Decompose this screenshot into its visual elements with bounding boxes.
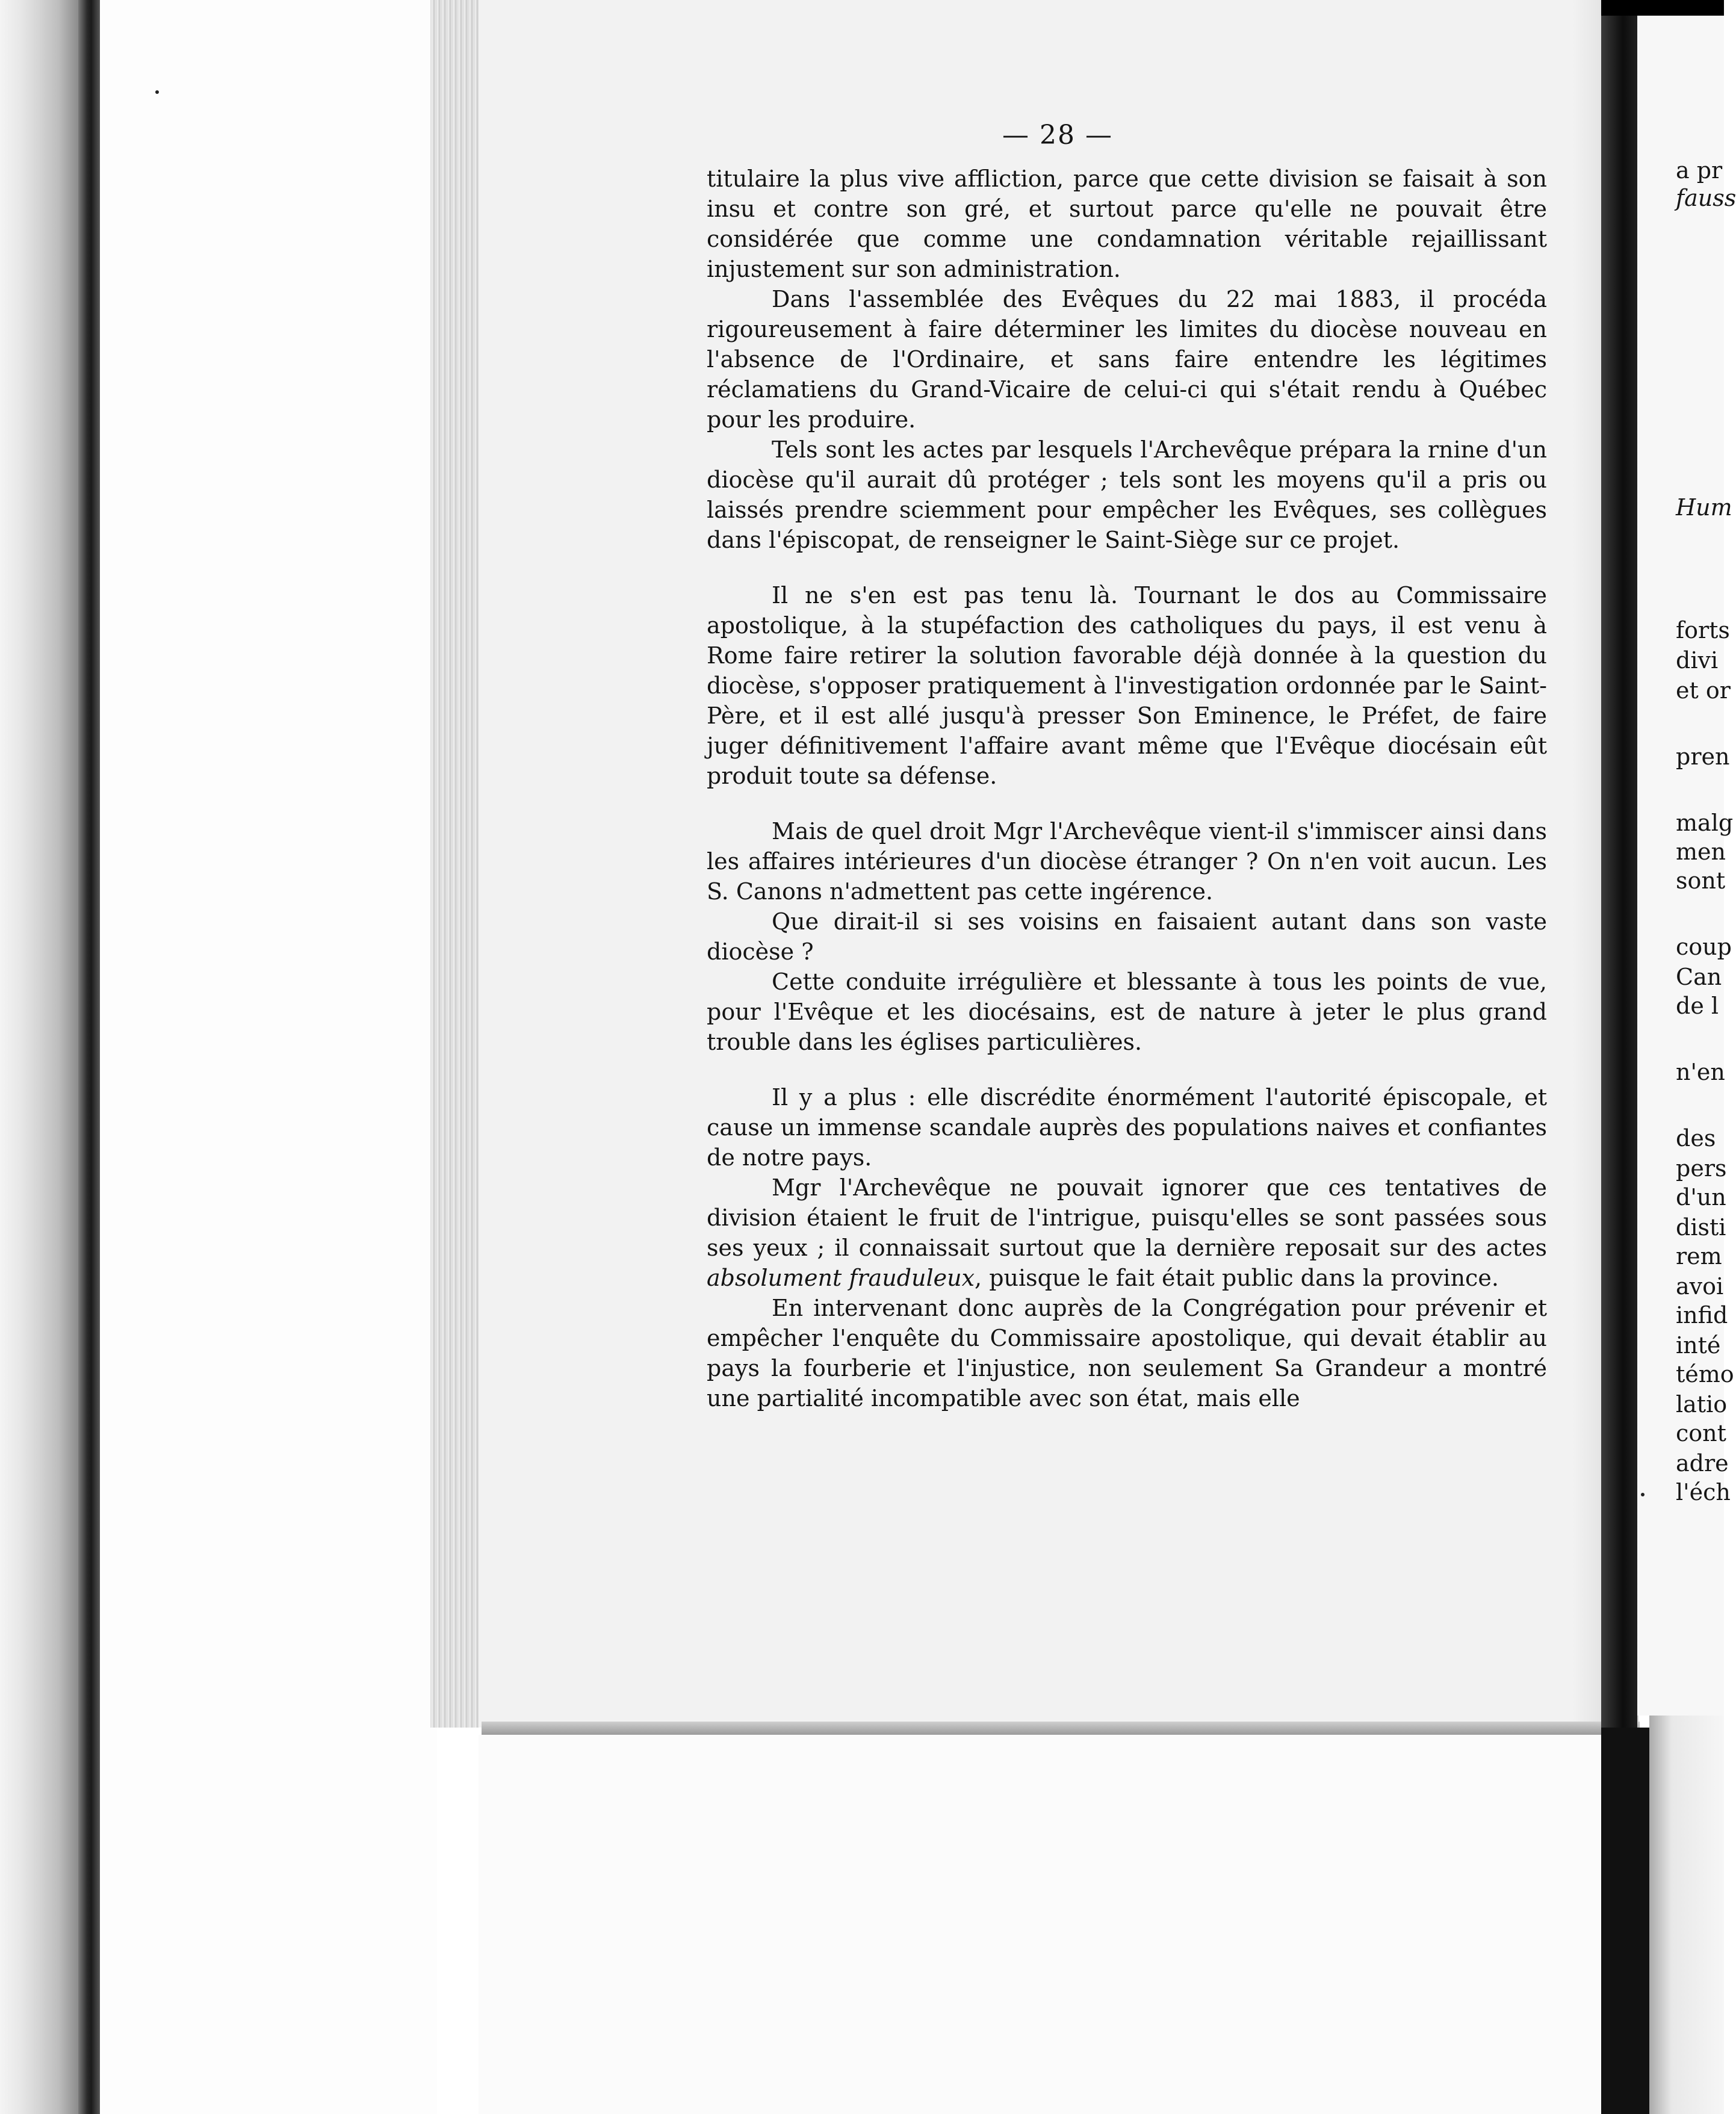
book-spine-shadow bbox=[78, 0, 100, 2114]
facing-page-line: a pr bbox=[1676, 157, 1723, 184]
facing-page-line: latio bbox=[1676, 1391, 1728, 1418]
paragraph bbox=[707, 1173, 1547, 1293]
facing-page-lower-edge bbox=[1649, 1716, 1724, 2114]
scan-speck bbox=[1641, 1493, 1645, 1496]
facing-page-line: avoi bbox=[1676, 1273, 1724, 1300]
paragraph: Il y a plus : elle discrédite énormément l'autorité épiscopale, et cause un immense scandale auprès des populations naives et confiantes de notre pays. bbox=[707, 1084, 1547, 1171]
facing-page-line: malg bbox=[1676, 810, 1734, 836]
main-page-bottom-edge bbox=[482, 1722, 1640, 1735]
facing-page-line: divi bbox=[1676, 647, 1719, 674]
facing-page-line: des bbox=[1676, 1125, 1716, 1152]
paragraph-text: , puisque le fait était public dans la province. bbox=[975, 1265, 1499, 1291]
paragraph: En intervenant donc auprès de la Congrégation pour prévenir et empêcher l'enquête du Commissaire apostolique, qui devait établir au pays la fourberie et l'injustice, non seulement Sa Grandeur a montré une partialité incompatible avec son état, mais elle bbox=[707, 1295, 1547, 1412]
facing-page-line: d'un bbox=[1676, 1184, 1726, 1210]
area-below-page bbox=[479, 1735, 1604, 2114]
facing-page-line: inté bbox=[1676, 1332, 1721, 1359]
facing-page-line: pren bbox=[1676, 743, 1730, 770]
facing-page-line: l'éch bbox=[1676, 1479, 1731, 1505]
stacked-page-edges bbox=[430, 0, 479, 1728]
facing-page-line: infid bbox=[1676, 1302, 1728, 1328]
paragraph: Mais de quel droit Mgr l'Archevêque vient-il s'immiscer ainsi dans les affaires intérieures d'un diocèse étranger ? On n'en voit aucun. Les S. Canons n'admettent pas cette ingérence. bbox=[707, 818, 1547, 905]
facing-page-line: rem bbox=[1676, 1243, 1722, 1269]
page-body-text bbox=[707, 164, 1547, 1413]
facing-page-line: Hum bbox=[1676, 494, 1732, 521]
paragraph: Dans l'assemblée des Evêques du 22 mai 1883, il procéda rigoureusement à faire déterminer les limites du diocèse nouveau en l'absence de l'Ordinaire, et sans faire entendre les légitimes réclamatiens du Grand-Vicaire de celui-ci qui s'était rendu à Québec pour les produire. bbox=[707, 286, 1547, 433]
book-spine-edge bbox=[0, 0, 78, 2114]
paragraph: Tels sont les actes par lesquels l'Archevêque prépara la rnine d'un diocèse qu'il aurait dû protéger ; tels sont les moyens qu'il a pris ou laissés prendre sciemment pour empêcher les Evêques, ses collègues dans l'épiscopat, de renseigner le Saint-Siège sur ce projet. bbox=[707, 436, 1547, 553]
facing-page-line: disti bbox=[1676, 1214, 1726, 1241]
left-blank-page bbox=[100, 0, 437, 2114]
paragraph: titulaire la plus vive affliction, parce que cette division se faisait à son insu et contre son gré, et surtout parce qu'elle ne pouvait être considérée que comme une condamnation véritable rejaillissant injustement sur son administration. bbox=[707, 166, 1547, 282]
facing-page-line: fauss bbox=[1676, 185, 1736, 211]
page-number: — 28 — bbox=[1002, 120, 1113, 150]
facing-page-line: cont bbox=[1676, 1420, 1726, 1446]
facing-page-line: sont bbox=[1676, 867, 1726, 894]
facing-page-line: et or bbox=[1676, 677, 1731, 704]
facing-page-line: coup bbox=[1676, 934, 1732, 960]
paragraph: Cette conduite irrégulière et blessante à tous les points de vue, pour l'Evêque et les diocésains, est de nature à jeter le plus grand trouble dans les églises particulières. bbox=[707, 969, 1547, 1055]
facing-page-line: forts bbox=[1676, 617, 1730, 643]
scan-top-border bbox=[1601, 0, 1724, 16]
book-gutter-lower bbox=[1601, 1728, 1649, 2114]
facing-page-line: pers bbox=[1676, 1155, 1727, 1182]
facing-page-line: Can bbox=[1676, 964, 1722, 990]
facing-page-line: men bbox=[1676, 838, 1726, 865]
facing-page-line: adre bbox=[1676, 1450, 1729, 1477]
italic-phrase: absolument frauduleux bbox=[707, 1265, 975, 1291]
facing-page-line: n'en bbox=[1676, 1059, 1725, 1085]
paragraph: Il ne s'en est pas tenu là. Tournant le dos au Commissaire apostolique, à la stupéfaction des catholiques du pays, il est venu à Rome faire retirer la solution favorable déjà donnée à la question du diocèse, s'opposer pratiquement à l'investigation ordonnée par le Saint-Père, et il est allé jusqu'à presser Son Eminence, le Préfet, de faire juger définitivement l'affaire avant même que l'Evêque diocésain eût produit toute sa défense. bbox=[707, 582, 1547, 789]
facing-page-line: témo bbox=[1676, 1361, 1734, 1387]
paragraph-text: Mgr l'Archevêque ne pouvait ignorer que ces tentatives de division étaient le fruit de l'intrigue, puisqu'elles se sont passées sous ses yeux ; il connaissait surtout que la dernière reposait sur des actes bbox=[707, 1174, 1547, 1261]
paragraph: Que dirait-il si ses voisins en faisaient autant dans son vaste diocèse ? bbox=[707, 908, 1547, 965]
scan-speck bbox=[155, 90, 159, 94]
facing-page-line: de l bbox=[1676, 993, 1719, 1019]
